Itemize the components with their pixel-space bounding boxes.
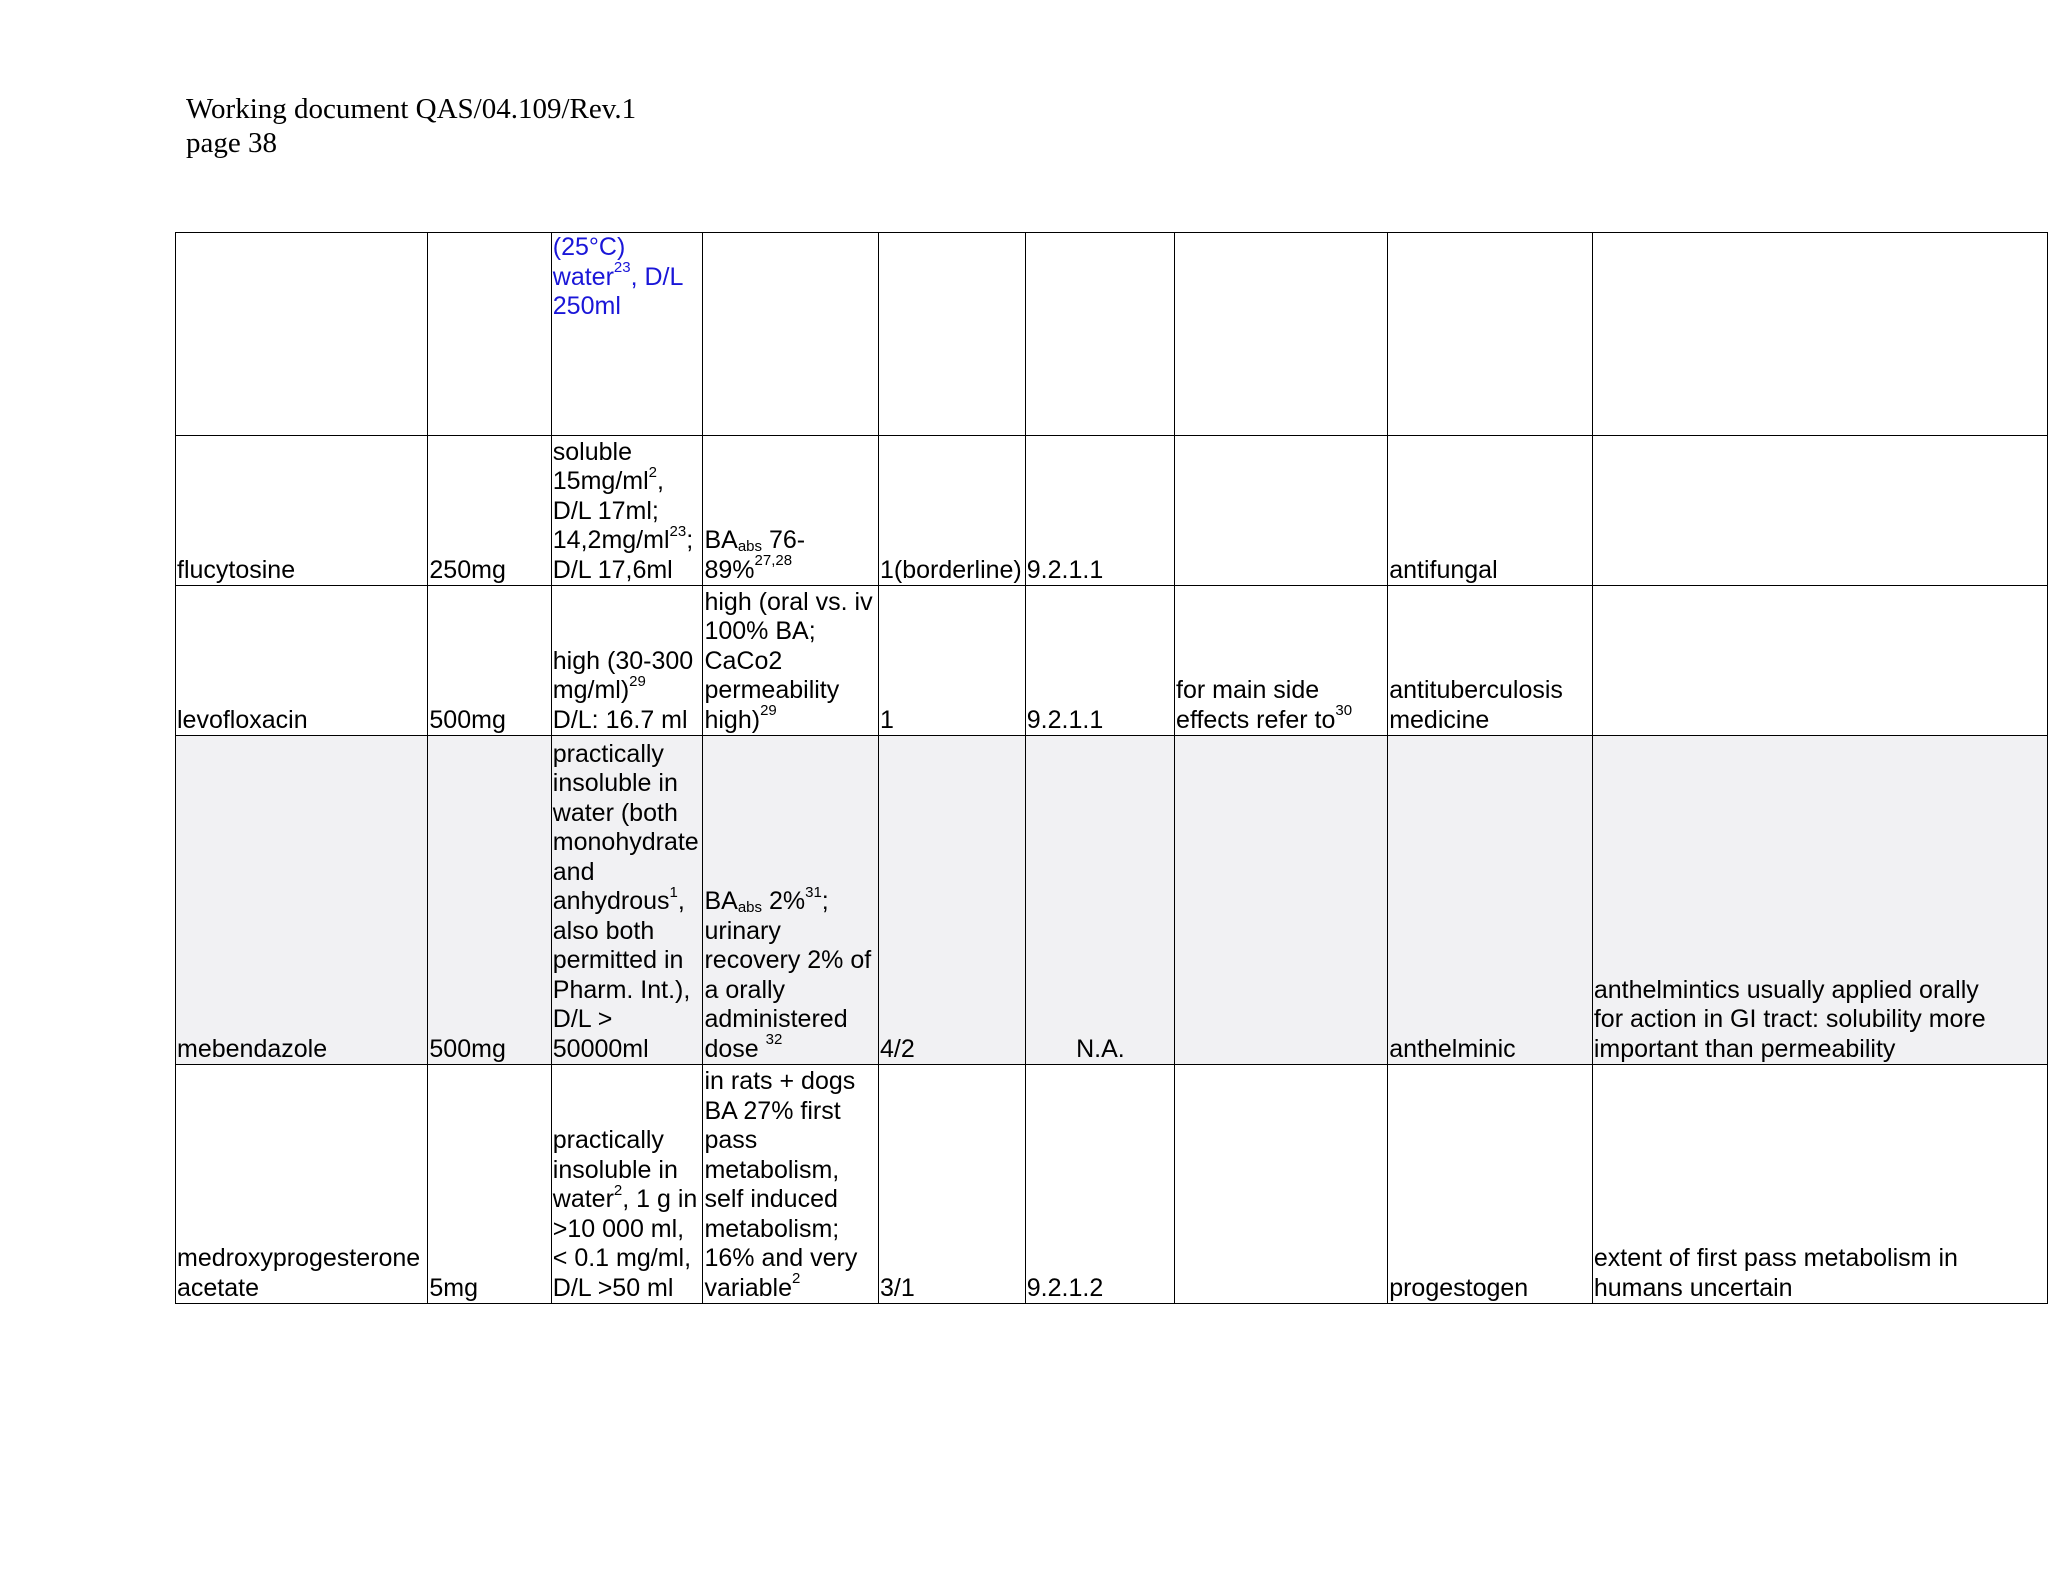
- cell-name: flucytosine: [176, 436, 428, 586]
- cell-comments: extent of first pass metabolism in humans uncertain: [1592, 1065, 2047, 1304]
- cell-comments: anthelmintics usually applied orally for action in GI tract: solubility more important than permeability: [1592, 736, 2047, 1065]
- cell-remarks: [1175, 233, 1388, 436]
- cell-dose: 250mg: [428, 436, 551, 586]
- cell-name: medroxyprogesterone acetate: [176, 1065, 428, 1304]
- cell-indication: progestogen: [1388, 1065, 1593, 1304]
- cell-permeability: high (oral vs. iv 100% BA; CaCo2 permeability high)$^{29}$: [703, 586, 879, 736]
- cell-permeability: $BA_{abs}$ 2%$^{31}$; urinary recovery 2% of a orally administered dose $^{32}$: [703, 736, 879, 1065]
- cell-bcs: 4/2: [879, 736, 1026, 1065]
- table-row: [176, 436, 2048, 586]
- cell-bcs: 1: [879, 586, 1026, 736]
- cell-dose: 500mg: [428, 586, 551, 736]
- page-header: [186, 92, 636, 160]
- cell-solubility: (25°C) water$^{23}$, D/L 250ml: [551, 233, 703, 436]
- cell-indication: anthelminic: [1388, 736, 1593, 1065]
- cell-indication: antituberculosis medicine: [1388, 586, 1593, 736]
- cell-dose: [428, 233, 551, 436]
- cell-solubility: practically insoluble in water (both monohydrate and anhydrous$^1$, also both permitted in Pharm. Int.), D/L > 50000ml: [551, 736, 703, 1065]
- cell-remarks: for main side effects refer $to^{30}$: [1175, 586, 1388, 736]
- cell-remarks: [1175, 1065, 1388, 1304]
- cell-bcs: 1(borderline): [879, 436, 1026, 586]
- table-row: [176, 586, 2048, 736]
- cell-guideline: N.A.: [1025, 736, 1174, 1065]
- cell-remarks: [1175, 736, 1388, 1065]
- cell-permeability: $BA_{abs}$ 76- 89%$^{27,28}$: [703, 436, 879, 586]
- cell-solubility: high (30-300 mg/ml)$^{29}$ D/L: 16.7 ml: [551, 586, 703, 736]
- document-title: Working document QAS/04.109/Rev.1: [186, 93, 637, 125]
- cell-bcs: [879, 233, 1026, 436]
- cell-solubility: practically insoluble in water$^2$, 1 g in >10 000 ml, < 0.1 mg/ml, D/L >50 ml: [551, 1065, 703, 1304]
- cell-comments: [1592, 233, 2047, 436]
- cell-permeability: in rats + dogs BA 27% first pass metabolism, self induced metabolism; 16% and very variable$^2$: [703, 1065, 879, 1304]
- table-row: [176, 736, 2048, 1065]
- cell-guideline: 9.2.1.1: [1025, 436, 1174, 586]
- cell-permeability: [703, 233, 879, 436]
- cell-indication: antifungal: [1388, 436, 1593, 586]
- cell-comments: [1592, 436, 2047, 586]
- cell-name: mebendazole: [176, 736, 428, 1065]
- cell-comments: [1592, 586, 2047, 736]
- cell-name: levofloxacin: [176, 586, 428, 736]
- table-row: [176, 233, 2048, 436]
- table-row: [176, 1065, 2048, 1304]
- cell-indication: [1388, 233, 1593, 436]
- medicine-table: [175, 232, 2048, 1304]
- cell-guideline: 9.2.1.1: [1025, 586, 1174, 736]
- cell-solubility: soluble $15mg/ml^2$, D/L 17ml; $14,2mg/ml^{23}$; D/L 17,6ml: [551, 436, 703, 586]
- cell-name: [176, 233, 428, 436]
- cell-dose: 5mg: [428, 1065, 551, 1304]
- page-number: page 38: [186, 127, 277, 159]
- cell-bcs: 3/1: [879, 1065, 1026, 1304]
- cell-guideline: [1025, 233, 1174, 436]
- cell-remarks: [1175, 436, 1388, 586]
- cell-guideline: 9.2.1.2: [1025, 1065, 1174, 1304]
- cell-dose: 500mg: [428, 736, 551, 1065]
